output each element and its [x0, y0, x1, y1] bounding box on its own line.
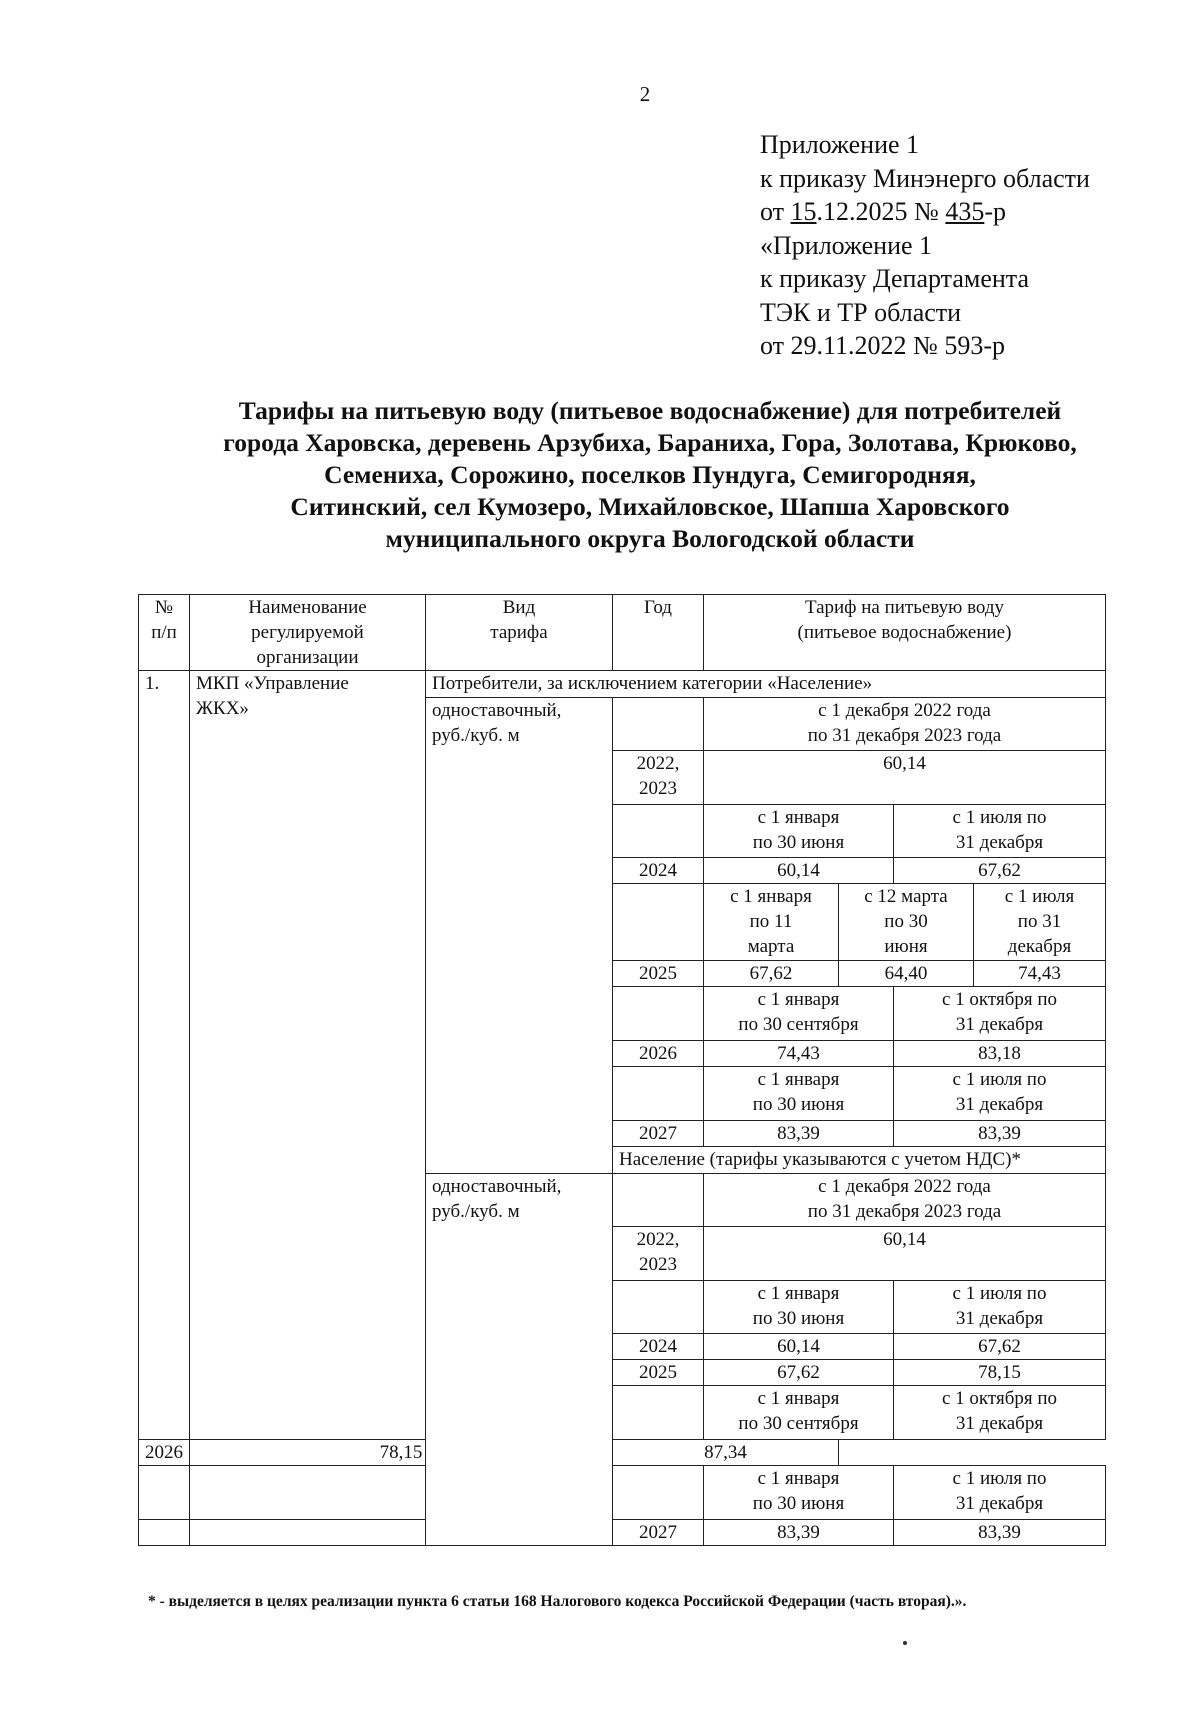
value-cell: 74,43 [974, 961, 1106, 987]
appendix-text: -р [984, 197, 1007, 226]
title-line: города Харовска, деревень Арзубиха, Бараниха, Гора, Золотава, Крюково, [223, 428, 1077, 457]
period-cell: с 1 октября по 31 декабря [894, 987, 1106, 1041]
appendix-line: к приказу Минэнерго области [760, 163, 1090, 193]
page-number: 2 [639, 82, 651, 106]
year-cell [613, 987, 704, 1041]
year-cell: 2025 [613, 961, 704, 987]
header-tariff: Тариф на питьевую воду (питьевое водоснабжение) [704, 595, 1106, 671]
period-cell: с 1 декабря 2022 года по 31 декабря 2023 года [704, 698, 1106, 751]
org-continuation [190, 1520, 426, 1546]
handwritten-day: 15 [790, 197, 817, 226]
year-cell [613, 1174, 704, 1227]
period-cell: с 1 января по 30 июня [704, 1466, 894, 1520]
table-row [139, 1466, 1106, 1520]
header-year: Год [613, 595, 704, 671]
org-continuation [190, 1466, 426, 1520]
header-num: № п/п [139, 595, 190, 671]
value-cell: 60,14 [704, 751, 1106, 805]
period-cell: с 1 июля по 31 декабря [894, 1067, 1106, 1121]
tariff-type: одноставочный, руб./куб. м [426, 1174, 613, 1546]
period-cell: с 1 июля по 31 декабря [974, 884, 1106, 961]
year-cell: 2025 [613, 1360, 704, 1386]
table-row [139, 671, 1106, 698]
row-number: 1. [139, 671, 190, 1440]
value-cell: 83,39 [894, 1520, 1106, 1546]
org-name: МКП «Управление ЖКХ» [190, 671, 426, 1440]
value-cell: 74,43 [704, 1041, 894, 1067]
appendix-text: от [760, 197, 791, 226]
tariff-table [138, 594, 1106, 1546]
year-cell [613, 698, 704, 751]
period-cell: с 1 января по 30 сентября [704, 1386, 894, 1440]
handwritten-number: 435 [945, 197, 985, 226]
period-cell: с 1 января по 30 сентября [704, 987, 894, 1041]
header-org: Наименование регулируемой организации [190, 595, 426, 671]
period-cell: с 1 января по 30 июня [704, 1281, 894, 1334]
year-cell: 2024 [613, 858, 704, 884]
value-cell: 64,40 [839, 961, 974, 987]
year-cell: 2027 [613, 1121, 704, 1147]
value-cell: 60,14 [704, 1334, 894, 1360]
table-header-row [139, 595, 1106, 671]
period-cell: с 1 октября по 31 декабря [894, 1386, 1106, 1440]
table-row [139, 1520, 1106, 1546]
period-cell: с 1 июля по 31 декабря [894, 1466, 1106, 1520]
value-cell: 60,14 [704, 1227, 1106, 1281]
period-cell: с 1 января по 30 июня [704, 1067, 894, 1121]
footnote: * - выделяется в целях реализации пункта 6 статьи 168 Налогового кодекса Российской Федерации (часть вторая).». [148, 1593, 967, 1610]
section-title: Потребители, за исключением категории «Население» [426, 671, 1106, 698]
num-continuation [139, 1466, 190, 1520]
year-cell [613, 1466, 704, 1520]
tariff-type: одноставочный, руб./куб. м [426, 698, 613, 1174]
appendix-line: от 29.11.2022 № 593-р [760, 331, 1006, 360]
document-title [120, 395, 1180, 555]
year-cell: 2027 [613, 1520, 704, 1546]
value-cell: 83,39 [704, 1121, 894, 1147]
year-cell: 2022, 2023 [613, 1227, 704, 1281]
title-line: Тарифы на питьевую воду (питьевое водоснабжение) для потребителей [238, 396, 1062, 425]
title-line: Семениха, Сорожино, поселков Пундуга, Семигородняя, [324, 460, 976, 489]
appendix-line: «Приложение 1 [760, 230, 933, 260]
value-cell: 67,62 [704, 1360, 894, 1386]
table-row [139, 1440, 1106, 1466]
year-cell: 2026 [139, 1440, 190, 1466]
value-cell: 67,62 [704, 961, 839, 987]
period-cell: с 1 июля по 31 декабря [894, 805, 1106, 858]
value-cell: 83,39 [894, 1121, 1106, 1147]
value-cell: 78,15 [894, 1360, 1106, 1386]
num-continuation [139, 1520, 190, 1546]
period-cell: с 1 июля по 31 декабря [894, 1281, 1106, 1334]
appendix-line: ТЭК и ТР области [760, 297, 962, 327]
year-cell: 2026 [613, 1041, 704, 1067]
value-cell: 60,14 [704, 858, 894, 884]
year-cell [613, 1067, 704, 1121]
title-line: Ситинский, сел Кумозеро, Михайловское, Шапша Харовского [290, 492, 1010, 521]
year-cell: 2024 [613, 1334, 704, 1360]
value-cell: 78,15 [190, 1440, 613, 1466]
year-cell [613, 1281, 704, 1334]
appendix-block [760, 128, 1090, 363]
value-cell: 83,39 [704, 1520, 894, 1546]
scan-speck [903, 1641, 907, 1645]
period-cell: с 1 января по 11 марта [704, 884, 839, 961]
section-title: Население (тарифы указываются с учетом НДС)* [613, 1147, 1106, 1174]
appendix-line: Приложение 1 [760, 130, 920, 159]
year-cell [613, 884, 704, 961]
year-cell [613, 805, 704, 858]
year-cell [613, 1386, 704, 1440]
value-cell: 67,62 [894, 1334, 1106, 1360]
appendix-order-date [760, 195, 1090, 229]
header-tariff-type: Вид тарифа [426, 595, 613, 671]
period-cell: с 1 января по 30 июня [704, 805, 894, 858]
appendix-text: .12.2025 № [816, 197, 946, 226]
appendix-line: к приказу Департамента [760, 264, 1030, 293]
title-line: муниципального округа Вологодской области [385, 524, 915, 553]
period-cell: с 1 декабря 2022 года по 31 декабря 2023 года [704, 1174, 1106, 1227]
period-cell: с 12 марта по 30 июня [839, 884, 974, 961]
value-cell: 83,18 [894, 1041, 1106, 1067]
value-cell: 87,34 [613, 1440, 839, 1466]
value-cell: 67,62 [894, 858, 1106, 884]
year-cell: 2022, 2023 [613, 751, 704, 805]
